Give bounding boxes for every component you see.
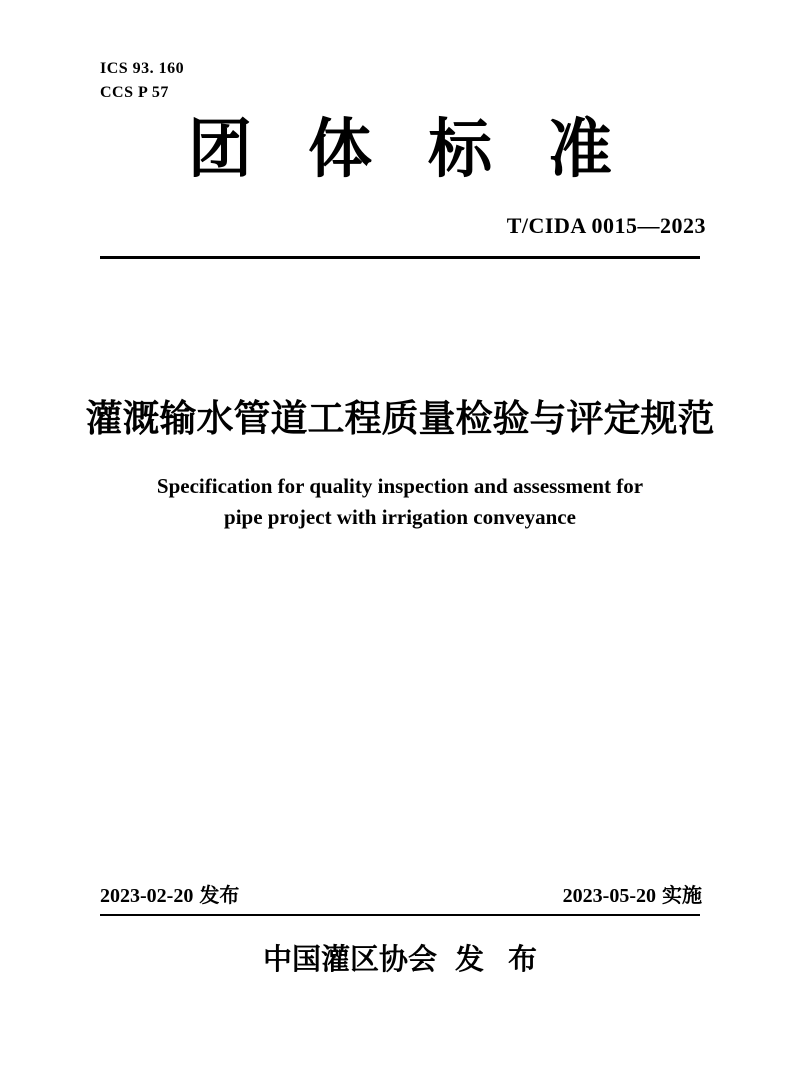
publisher-name: 中国灌区协会 (262, 944, 437, 976)
implementation-date: 2023-05-20 (562, 885, 656, 907)
header-divider-line (100, 256, 700, 259)
title-english-line1: Specification for quality inspection and assessment for (156, 474, 644, 498)
title-english (0, 471, 800, 533)
standard-number: T/CIDA 0015—2023 (506, 213, 706, 238)
title-english-line2: pipe project with irrigation conveyance (224, 505, 576, 529)
implementation-label: 实施 (662, 885, 702, 907)
title-chinese: 灌溉输水管道工程质量检验与评定规范 (85, 398, 715, 439)
publisher-label: 发布 (455, 944, 562, 976)
date-row (100, 884, 702, 908)
ics-code: ICS 93. 160 (100, 60, 185, 77)
implementation-date-block (563, 884, 702, 908)
issue-date-block (100, 884, 239, 908)
issue-date: 2023-02-20 (100, 885, 194, 907)
document-type-title: 团体标准 (188, 113, 668, 185)
classification-codes (100, 57, 184, 105)
publisher-row (0, 942, 800, 978)
ccs-code: CCS P 57 (100, 84, 169, 101)
footer-divider-line (100, 914, 700, 916)
issue-label: 发布 (199, 885, 240, 907)
